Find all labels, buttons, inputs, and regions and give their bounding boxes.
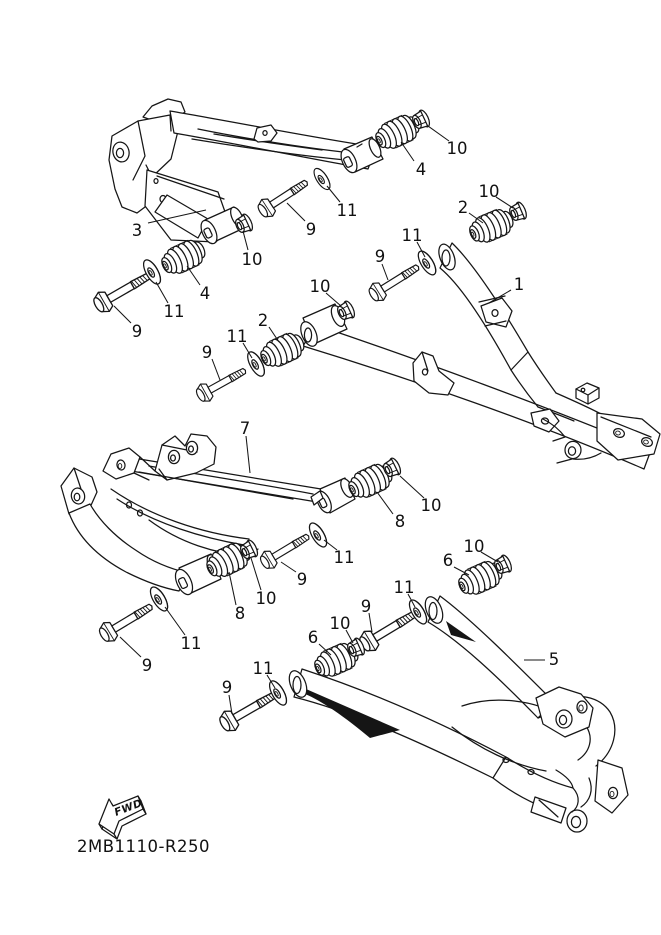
- callout-label-9: 9: [131, 322, 143, 341]
- leader-line: [382, 264, 388, 280]
- leader-line: [287, 203, 305, 221]
- bolt-9: [193, 362, 250, 405]
- lower-assembly: [61, 434, 628, 832]
- callout-label-11: 11: [393, 578, 415, 597]
- callout-label-9: 9: [360, 597, 372, 616]
- leader-line: [377, 492, 393, 514]
- callout-label-9: 9: [141, 656, 153, 675]
- callout-label-6: 6: [307, 628, 319, 647]
- callout-label-8: 8: [394, 512, 406, 531]
- callout-label-10: 10: [420, 496, 442, 515]
- bolt-9: [96, 597, 157, 645]
- callout-label-9: 9: [374, 247, 386, 266]
- callout-label-10: 10: [255, 589, 277, 608]
- bolt-9: [90, 266, 154, 316]
- washer-11: [415, 248, 439, 277]
- callout-label-10: 10: [446, 139, 468, 158]
- callout-label-11: 11: [180, 634, 202, 653]
- callout-label-2: 2: [257, 311, 269, 330]
- callout-label-10: 10: [329, 614, 351, 633]
- leader-line: [229, 572, 236, 605]
- callout-label-9: 9: [296, 570, 308, 589]
- leader-line: [187, 266, 200, 285]
- leader-line: [251, 558, 261, 590]
- washer-11: [306, 520, 330, 549]
- leader-line: [156, 282, 168, 303]
- callout-label-4: 4: [199, 284, 211, 303]
- callout-label-8: 8: [234, 604, 246, 623]
- leader-line: [281, 562, 296, 572]
- rear-upper-arm-part1: [297, 242, 660, 469]
- washer-11: [311, 166, 333, 192]
- leader-line: [212, 359, 220, 380]
- callout-label-4: 4: [415, 160, 427, 179]
- callout-label-10: 10: [478, 182, 500, 201]
- callout-label-11: 11: [226, 327, 248, 346]
- callout-label-1: 1: [513, 275, 525, 294]
- callout-label-9: 9: [305, 220, 317, 239]
- leader-line: [401, 142, 414, 161]
- leader-line: [165, 607, 185, 635]
- callout-label-6: 6: [442, 551, 454, 570]
- callout-label-5: 5: [548, 650, 560, 669]
- leader-line: [400, 476, 424, 498]
- washer-11: [266, 678, 290, 707]
- callout-label-9: 9: [201, 343, 213, 362]
- lower-arm-bracket-part7: [61, 434, 356, 597]
- callout-label-10: 10: [241, 250, 263, 269]
- callout-label-11: 11: [252, 659, 274, 678]
- callout-label-10: 10: [463, 537, 485, 556]
- leader-line: [120, 637, 141, 657]
- callout-label-10: 10: [309, 277, 331, 296]
- callout-label-11: 11: [163, 302, 185, 321]
- callout-label-11: 11: [401, 226, 423, 245]
- drawing-number: 2MB1110-R250: [77, 837, 210, 856]
- leader-line: [114, 306, 131, 323]
- callout-label-9: 9: [221, 678, 233, 697]
- bolt-9: [255, 174, 313, 221]
- fwd-arrow: [99, 796, 146, 839]
- bushing-2: [256, 329, 308, 372]
- fwd-label: FWD: [112, 797, 145, 819]
- callout-label-3: 3: [131, 221, 143, 240]
- leader-line: [246, 436, 250, 473]
- bushing-4: [157, 236, 209, 279]
- callout-label-7: 7: [239, 419, 251, 438]
- leader-line: [243, 231, 248, 250]
- leader-line: [327, 186, 340, 202]
- callout-label-2: 2: [457, 198, 469, 217]
- callout-label-11: 11: [336, 201, 358, 220]
- callout-label-11: 11: [333, 548, 355, 567]
